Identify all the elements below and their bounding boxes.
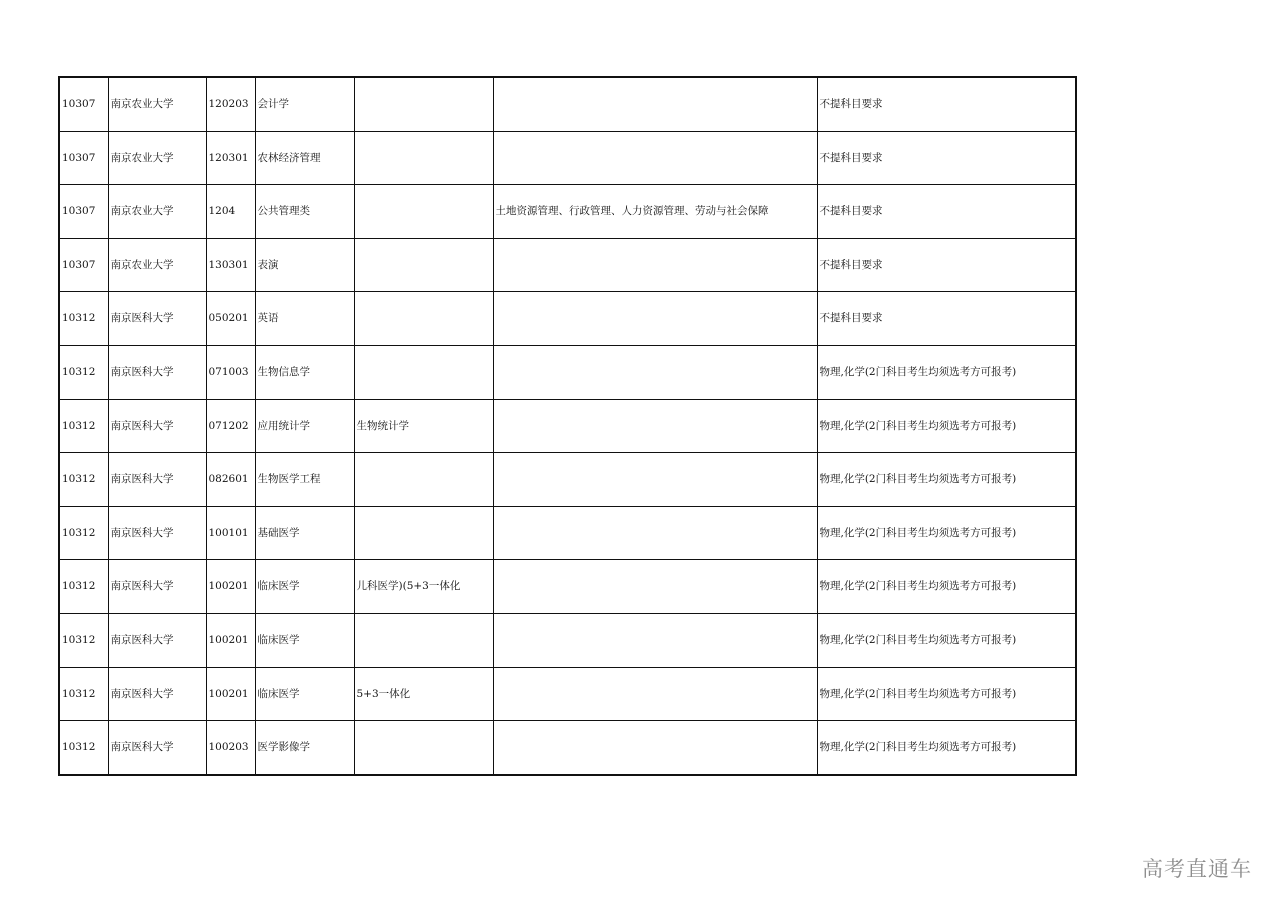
table-body [59, 77, 1076, 775]
table-row [59, 131, 1076, 185]
school-name-cell: 南京医科大学 [108, 345, 206, 399]
school-code-cell: 10312 [59, 453, 108, 507]
included-majors-cell [493, 453, 817, 507]
table-row [59, 399, 1076, 453]
school-name-cell: 南京医科大学 [108, 667, 206, 721]
subject-requirement-cell: 物理,化学(2门科目考生均须选考方可报考) [817, 560, 1076, 614]
school-name-cell: 南京医科大学 [108, 721, 206, 775]
table-row [59, 185, 1076, 239]
major-name-cell: 生物医学工程 [255, 453, 354, 507]
major-name-cell: 生物信息学 [255, 345, 354, 399]
major-code-cell: 100201 [206, 560, 255, 614]
included-majors-cell [493, 131, 817, 185]
subject-requirements-table [58, 76, 1077, 776]
included-majors-cell [493, 292, 817, 346]
subject-requirement-cell: 物理,化学(2门科目考生均须选考方可报考) [817, 506, 1076, 560]
subject-requirement-cell: 物理,化学(2门科目考生均须选考方可报考) [817, 345, 1076, 399]
table-row [59, 345, 1076, 399]
school-name-cell: 南京医科大学 [108, 399, 206, 453]
watermark-text: 高考直通车 [1142, 857, 1252, 881]
major-name-cell: 公共管理类 [255, 185, 354, 239]
school-name-cell: 南京农业大学 [108, 185, 206, 239]
major-direction-cell [354, 238, 493, 292]
major-direction-cell [354, 453, 493, 507]
major-code-cell: 071202 [206, 399, 255, 453]
major-name-cell: 表演 [255, 238, 354, 292]
included-majors-cell [493, 560, 817, 614]
included-majors-cell [493, 345, 817, 399]
subject-requirement-cell: 物理,化学(2门科目考生均须选考方可报考) [817, 721, 1076, 775]
major-name-cell: 基础医学 [255, 506, 354, 560]
school-name-cell: 南京医科大学 [108, 453, 206, 507]
school-code-cell: 10312 [59, 613, 108, 667]
major-code-cell: 100203 [206, 721, 255, 775]
school-name-cell: 南京医科大学 [108, 506, 206, 560]
major-code-cell: 071003 [206, 345, 255, 399]
subject-requirement-cell: 物理,化学(2门科目考生均须选考方可报考) [817, 613, 1076, 667]
major-name-cell: 临床医学 [255, 667, 354, 721]
major-code-cell: 100201 [206, 667, 255, 721]
major-name-cell: 农林经济管理 [255, 131, 354, 185]
subject-requirement-cell: 不提科目要求 [817, 77, 1076, 131]
major-code-cell: 082601 [206, 453, 255, 507]
major-name-cell: 应用统计学 [255, 399, 354, 453]
major-direction-cell [354, 721, 493, 775]
major-direction-cell [354, 185, 493, 239]
school-code-cell: 10307 [59, 77, 108, 131]
major-direction-cell [354, 506, 493, 560]
major-code-cell: 120301 [206, 131, 255, 185]
table-row [59, 506, 1076, 560]
major-code-cell: 120203 [206, 77, 255, 131]
subject-requirement-cell: 不提科目要求 [817, 131, 1076, 185]
major-code-cell: 130301 [206, 238, 255, 292]
major-code-cell: 050201 [206, 292, 255, 346]
included-majors-cell [493, 77, 817, 131]
subject-requirement-cell: 物理,化学(2门科目考生均须选考方可报考) [817, 453, 1076, 507]
school-code-cell: 10312 [59, 399, 108, 453]
table-row [59, 292, 1076, 346]
table-row [59, 560, 1076, 614]
school-name-cell: 南京医科大学 [108, 560, 206, 614]
subject-requirement-cell: 物理,化学(2门科目考生均须选考方可报考) [817, 667, 1076, 721]
school-name-cell: 南京农业大学 [108, 238, 206, 292]
school-name-cell: 南京医科大学 [108, 613, 206, 667]
major-direction-cell [354, 131, 493, 185]
table-row [59, 77, 1076, 131]
subject-requirement-cell: 不提科目要求 [817, 185, 1076, 239]
school-code-cell: 10312 [59, 560, 108, 614]
table-row [59, 721, 1076, 775]
school-name-cell: 南京农业大学 [108, 131, 206, 185]
major-direction-cell [354, 345, 493, 399]
school-name-cell: 南京农业大学 [108, 77, 206, 131]
major-direction-cell [354, 613, 493, 667]
table-row [59, 667, 1076, 721]
subject-requirement-cell: 不提科目要求 [817, 292, 1076, 346]
school-code-cell: 10312 [59, 345, 108, 399]
included-majors-cell: 土地资源管理、行政管理、人力资源管理、劳动与社会保障 [493, 185, 817, 239]
major-direction-cell [354, 292, 493, 346]
subject-requirement-cell: 物理,化学(2门科目考生均须选考方可报考) [817, 399, 1076, 453]
table-row [59, 238, 1076, 292]
major-direction-cell: 生物统计学 [354, 399, 493, 453]
included-majors-cell [493, 399, 817, 453]
included-majors-cell [493, 613, 817, 667]
subject-requirement-cell: 不提科目要求 [817, 238, 1076, 292]
major-direction-cell [354, 77, 493, 131]
included-majors-cell [493, 721, 817, 775]
major-code-cell: 1204 [206, 185, 255, 239]
school-code-cell: 10307 [59, 131, 108, 185]
school-name-cell: 南京医科大学 [108, 292, 206, 346]
school-code-cell: 10307 [59, 238, 108, 292]
school-code-cell: 10312 [59, 506, 108, 560]
school-code-cell: 10312 [59, 292, 108, 346]
major-name-cell: 临床医学 [255, 560, 354, 614]
included-majors-cell [493, 238, 817, 292]
table-row [59, 613, 1076, 667]
included-majors-cell [493, 667, 817, 721]
school-code-cell: 10312 [59, 721, 108, 775]
major-code-cell: 100101 [206, 506, 255, 560]
major-direction-cell: 5+3一体化 [354, 667, 493, 721]
major-name-cell: 医学影像学 [255, 721, 354, 775]
school-code-cell: 10312 [59, 667, 108, 721]
major-name-cell: 会计学 [255, 77, 354, 131]
major-name-cell: 临床医学 [255, 613, 354, 667]
major-direction-cell: 儿科医学)(5+3一体化 [354, 560, 493, 614]
major-code-cell: 100201 [206, 613, 255, 667]
included-majors-cell [493, 506, 817, 560]
school-code-cell: 10307 [59, 185, 108, 239]
table-row [59, 453, 1076, 507]
major-name-cell: 英语 [255, 292, 354, 346]
